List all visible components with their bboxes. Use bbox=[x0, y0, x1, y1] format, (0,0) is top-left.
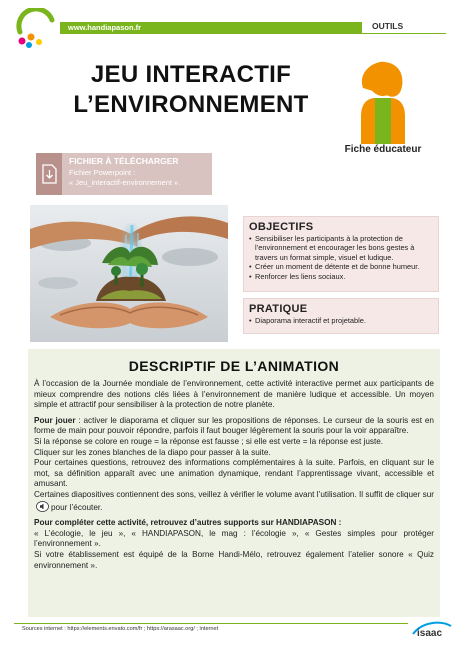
list-item: • Diaporama interactif et projetable. bbox=[249, 316, 433, 325]
section-underline bbox=[362, 33, 446, 34]
descriptif-heading: DESCRIPTIF DE L’ANIMATION bbox=[128, 358, 340, 374]
borne-text: Si votre établissement est équipé de la Borne Handi-Mélo, retrouvez également l’atelier sonore « Quiz environnement ». bbox=[34, 549, 434, 570]
download-title: FICHIER À TÉLÉCHARGER bbox=[69, 156, 179, 166]
download-file-icon bbox=[36, 153, 62, 195]
header-bar bbox=[60, 22, 362, 34]
isaac-logo-text: isaac bbox=[417, 628, 443, 639]
sources-text: Sources internet : https://elements.envato.com/fr ; https://arasaac.org/ ; internet bbox=[22, 626, 219, 632]
download-box[interactable] bbox=[36, 153, 212, 195]
objectifs-list bbox=[249, 234, 433, 281]
objectifs-card bbox=[243, 216, 439, 292]
info-line: Pour certaines questions, retrouvez des informations complémentaires à la suite. Parfois, en cliquant sur le mot, sa définition apparaît avec une animation dynamique, rendant l’apprentissage vivant, accessible et amusant. bbox=[34, 458, 434, 489]
speaker-icon bbox=[36, 501, 49, 512]
download-file-type: Fichier Powerpoint : bbox=[69, 168, 136, 177]
footer-divider bbox=[14, 623, 408, 624]
list-item: • Sensibiliser les participants à la protection de l’environnement et encourager les bons gestes à travers un format simple, visuel et ludique. bbox=[249, 234, 433, 262]
complete-heading: Pour compléter cette activité, retrouvez d’autres supports sur HANDIAPASON : bbox=[34, 518, 342, 528]
title-line-1: JEU INTERACTIF bbox=[90, 61, 292, 88]
list-item: • Créer un moment de détente et de bonne humeur. bbox=[249, 262, 433, 271]
color-rule-line: Si la réponse se colore en rouge = la réponse est fausse ; si elle est verte = la réponse est juste. bbox=[34, 436, 384, 446]
pour-jouer-text: : activer le diaporama et cliquer sur les propositions de réponses. Le curseur de la souris est en forme de main pour pouvoir répondre, parfois il faut bouger légèrement la souris pour la voir apparaître. bbox=[34, 415, 434, 436]
objectifs-heading: OBJECTIFS bbox=[249, 221, 314, 233]
educator-figure-icon bbox=[343, 58, 421, 144]
isaac-logo bbox=[410, 618, 454, 640]
handiapason-logo bbox=[14, 8, 58, 48]
hands-holding-earth-image bbox=[30, 205, 228, 342]
pour-jouer-label: Pour jouer bbox=[34, 415, 76, 425]
title-line-2: L’ENVIRONNEMENT bbox=[73, 91, 309, 118]
pratique-list bbox=[249, 316, 433, 325]
download-icon-panel bbox=[36, 153, 62, 195]
educator-badge-label: Fiche éducateur bbox=[344, 144, 422, 155]
sound-line bbox=[34, 490, 434, 513]
sound-line-after: pour l’écouter. bbox=[51, 502, 103, 512]
page-title bbox=[46, 60, 336, 120]
complete-text: « L’écologie, le jeu », « HANDIAPASON, le mag : l’écologie », « Gestes simples pour protéger l’environnement ». bbox=[34, 528, 434, 549]
sound-line-before: Certaines diapositives contiennent des sons, veillez à vérifier le volume avant l’utilisation. Il suffit de cliquer sur bbox=[34, 489, 434, 499]
descriptif-body bbox=[34, 379, 434, 571]
pratique-heading: PRATIQUE bbox=[249, 303, 308, 315]
list-item: • Renforcer les liens sociaux. bbox=[249, 272, 433, 281]
pratique-card bbox=[243, 298, 439, 334]
site-url[interactable]: www.handiapason.fr bbox=[68, 23, 142, 32]
blank-zone-line: Cliquer sur les zones blanches de la diapo pour passer à la suite. bbox=[34, 447, 271, 457]
section-label: OUTILS bbox=[372, 21, 404, 31]
descriptif-section bbox=[28, 349, 440, 617]
download-file-name[interactable]: « Jeu_interactif-environnement ». bbox=[69, 178, 181, 187]
intro-paragraph: À l’occasion de la Journée mondiale de l’environnement, cette activité interactive permet aux participants de mieux comprendre des notions clés liées à l’environnement de manière ludique et accessible. Un moyen simple et attractif pour sensibiliser à la protection de notre planète. bbox=[34, 379, 434, 410]
pour-jouer-paragraph bbox=[34, 416, 434, 437]
